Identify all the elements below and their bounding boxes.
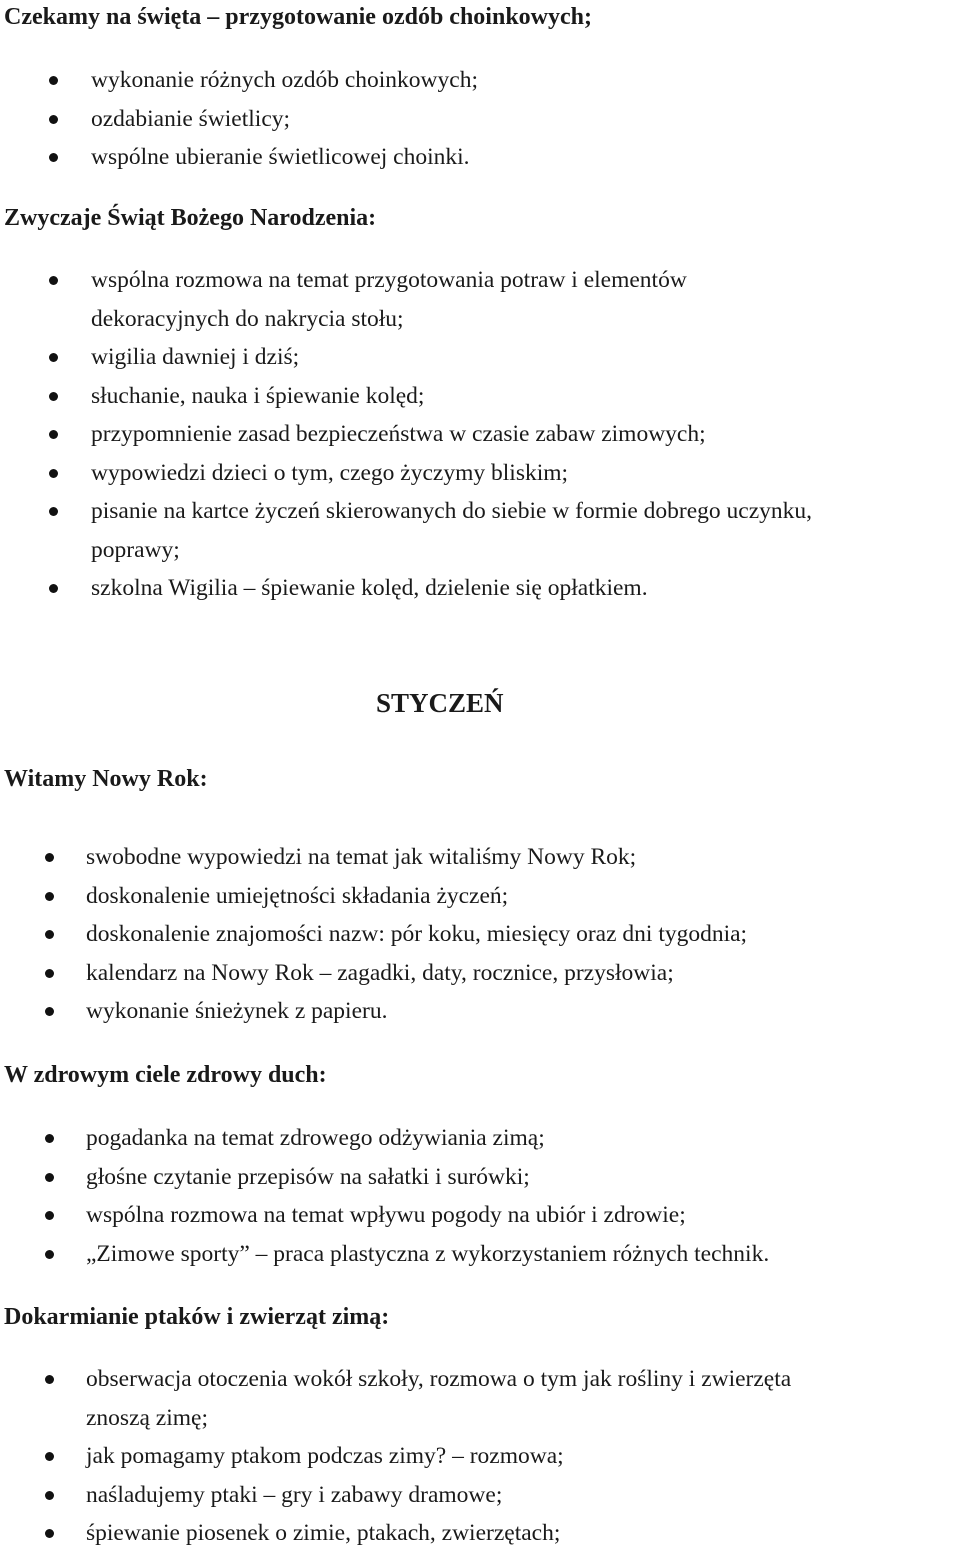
bullet-icon: [49, 584, 58, 593]
bullet-icon: [45, 930, 54, 939]
christmas-customs-list: [91, 261, 812, 608]
healthy-body-list: [86, 1119, 769, 1273]
section-heading-healthy-body: W zdrowym ciele zdrowy duch:: [4, 1062, 327, 1088]
list-item: wspólna rozmowa na temat wpływu pogody na ubiór i zdrowie;: [86, 1196, 769, 1235]
list-item: „Zimowe sporty” – praca plastyczna z wykorzystaniem różnych technik.: [86, 1235, 769, 1274]
bullet-icon: [49, 392, 58, 401]
bullet-icon: [45, 1452, 54, 1461]
bullet-icon: [45, 1134, 54, 1143]
list-item: wigilia dawniej i dziś;: [91, 338, 812, 377]
section-heading-christmas-customs: Zwyczaje Świąt Bożego Narodzenia:: [4, 205, 377, 231]
list-item: kalendarz na Nowy Rok – zagadki, daty, rocznice, przysłowia;: [86, 954, 747, 993]
list-item: wykonanie różnych ozdób choinkowych;: [91, 61, 478, 100]
bullet-icon: [45, 969, 54, 978]
bullet-icon: [49, 353, 58, 362]
list-item: swobodne wypowiedzi na temat jak witaliśmy Nowy Rok;: [86, 838, 747, 877]
list-item: pogadanka na temat zdrowego odżywiania zimą;: [86, 1119, 769, 1158]
list-item: wspólne ubieranie świetlicowej choinki.: [91, 138, 478, 177]
bullet-icon: [45, 853, 54, 862]
bullet-icon: [49, 507, 58, 516]
bullet-icon: [49, 469, 58, 478]
list-item: naśladujemy ptaki – gry i zabawy dramowe;: [86, 1476, 791, 1515]
list-item: wypowiedzi dzieci o tym, czego życzymy bliskim;: [91, 454, 812, 493]
bullet-icon: [49, 430, 58, 439]
list-item: wykonanie śnieżynek z papieru.: [86, 992, 747, 1031]
list-item: pisanie na kartce życzeń skierowanych do siebie w formie dobrego uczynku, poprawy;: [91, 492, 812, 569]
list-item: ozdabianie świetlicy;: [91, 100, 478, 139]
feeding-animals-list: [86, 1360, 791, 1553]
bullet-icon: [45, 892, 54, 901]
bullet-icon: [45, 1529, 54, 1538]
list-item: słuchanie, nauka i śpiewanie kolęd;: [91, 377, 812, 416]
bullet-icon: [45, 1211, 54, 1220]
list-item: doskonalenie umiejętności składania życzeń;: [86, 877, 747, 916]
list-item: głośne czytanie przepisów na sałatki i surówki;: [86, 1158, 769, 1197]
bullet-icon: [45, 1375, 54, 1384]
list-item: śpiewanie piosenek o zimie, ptakach, zwierzętach;: [86, 1514, 791, 1553]
list-item: szkolna Wigilia – śpiewanie kolęd, dzielenie się opłatkiem.: [91, 569, 812, 608]
list-item: obserwacja otoczenia wokół szkoły, rozmowa o tym jak rośliny i zwierzęta znoszą zimę;: [86, 1360, 791, 1437]
list-item: wspólna rozmowa na temat przygotowania potraw i elementów dekoracyjnych do nakrycia stołu;: [91, 261, 812, 338]
bullet-icon: [49, 153, 58, 162]
list-item: jak pomagamy ptakom podczas zimy? – rozmowa;: [86, 1437, 791, 1476]
section-heading-new-year: Witamy Nowy Rok:: [4, 766, 208, 792]
bullet-icon: [49, 76, 58, 85]
month-title: STYCZEŃ: [376, 688, 504, 718]
bullet-icon: [45, 1250, 54, 1259]
bullet-icon: [49, 276, 58, 285]
list-item: przypomnienie zasad bezpieczeństwa w czasie zabaw zimowych;: [91, 415, 812, 454]
list-item: doskonalenie znajomości nazw: pór koku, miesięcy oraz dni tygodnia;: [86, 915, 747, 954]
bullet-icon: [45, 1173, 54, 1182]
new-year-list: [86, 838, 747, 1031]
christmas-decorations-list: [91, 61, 478, 177]
section-heading-feeding-animals: Dokarmianie ptaków i zwierząt zimą:: [4, 1304, 390, 1330]
section-heading-christmas-decorations: Czekamy na święta – przygotowanie ozdób choinkowych;: [4, 4, 592, 30]
bullet-icon: [49, 115, 58, 124]
bullet-icon: [45, 1491, 54, 1500]
bullet-icon: [45, 1007, 54, 1016]
